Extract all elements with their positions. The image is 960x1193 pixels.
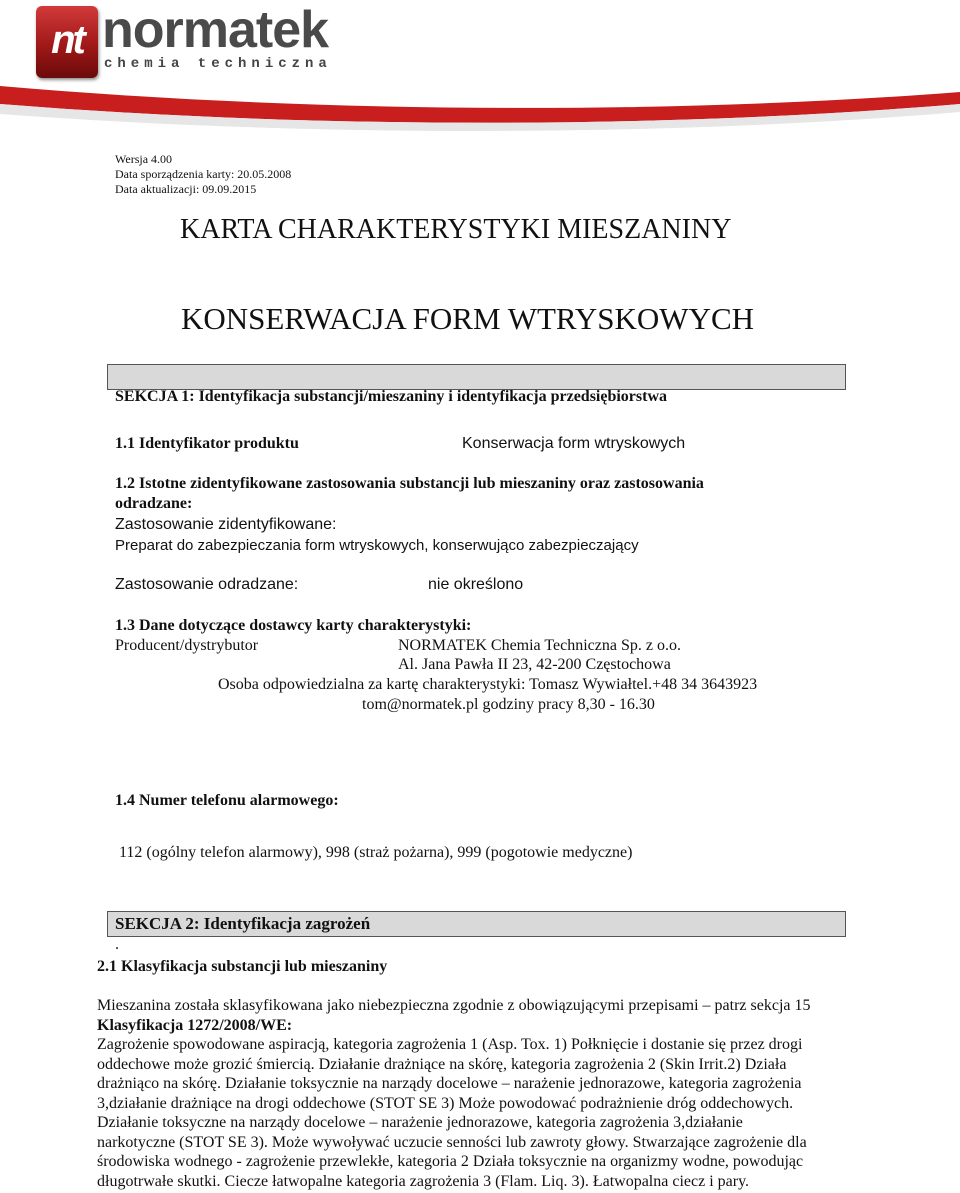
section1-bar	[107, 364, 846, 390]
section2-dot: .	[115, 936, 119, 953]
section2-heading: SEKCJA 2: Identyfikacja zagrożeń	[115, 914, 371, 933]
producer-label: Producent/dystrybutor	[115, 637, 259, 654]
producer-contact: Osoba odpowiedzialna za kartę charakterystyki: Tomasz Wywiałtel.+48 34 3643923	[218, 676, 758, 693]
discouraged-use-label: Zastosowanie odradzane:	[115, 576, 299, 593]
producer-name: NORMATEK Chemia Techniczna Sp. z o.o.	[398, 637, 681, 654]
producer-email: tom@normatek.pl godziny pracy 8,30 - 16.30	[362, 696, 655, 713]
uses-heading-line1: 1.2 Istotne zidentyfikowane zastosowania substancji lub mieszaniny oraz zastosowania	[115, 475, 704, 492]
emergency-phone-heading: 1.4 Numer telefonu alarmowego:	[115, 792, 339, 809]
classification-intro: Mieszanina została sklasyfikowana jako niebezpieczna zgodnie z obowiązującymi przepisami – patrz sekcja 15	[97, 997, 811, 1014]
identified-use-value: Preparat do zabezpieczania form wtryskowych, konserwująco zabezpieczający	[115, 537, 639, 554]
product-identifier-label: 1.1 Identyfikator produktu	[115, 435, 299, 452]
created-date: Data sporządzenia karty: 20.05.2008	[115, 167, 292, 181]
version-text: Wersja 4.00	[115, 152, 173, 166]
classification-heading: 2.1 Klasyfikacja substancji lub mieszaniny	[97, 958, 388, 975]
hazard-text-line: narkotyczne (STOT SE 3). Może wywoływać uczucie senności lub zawroty głowy. Stwarzające zagrożenie dla	[97, 1134, 807, 1151]
hazard-text-line: długotrwałe skutki. Ciecze łatwopalne kategoria zagrożenia 3 (Flam. Liq. 3). Łatwopalna ciecz i pary.	[97, 1173, 750, 1190]
hazard-text-line: drażniąco na skórę. Działanie toksycznie na narządy docelowe – narażenie jednorazowe, kategoria zagrożenia	[97, 1075, 802, 1092]
discouraged-use-value: nie określono	[428, 576, 524, 593]
logo-monogram: nt	[51, 18, 83, 62]
uses-heading-line2: odradzane:	[115, 495, 193, 512]
updated-date: Data aktualizacji: 09.09.2015	[115, 182, 257, 196]
product-identifier-value: Konserwacja form wtryskowych	[462, 435, 686, 452]
hazard-text-line: 3,działanie drażniące na drogi oddechowe (STOT SE 3) Może powodować podrażnienie dróg oddechowych.	[97, 1095, 794, 1112]
hazard-text-line: oddechowe może grozić śmiercią. Działanie drażniące na skórę, kategoria zagrożenia 2 (Skin Irrit.2) Działa	[97, 1056, 787, 1073]
producer-address: Al. Jana Pawła II 23, 42-200 Częstochowa	[398, 656, 671, 673]
hazard-text-line: Zagrożenie spowodowane aspiracją, kategoria zagrożenia 1 (Asp. Tox. 1) Połknięcie i dostanie się przez drogi	[97, 1036, 803, 1053]
logo-monogram-box	[36, 6, 98, 78]
classification-regulation-label: Klasyfikacja 1272/2008/WE:	[97, 1017, 293, 1034]
product-title: KONSERWACJA FORM WTRYSKOWYCH	[181, 301, 755, 336]
logo-tagline: chemia techniczna	[104, 56, 332, 72]
emergency-phone-numbers: 112 (ogólny telefon alarmowy), 998 (straż pożarna), 999 (pogotowie medyczne)	[119, 844, 633, 861]
document-title: KARTA CHARAKTERYSTYKI MIESZANINY	[180, 214, 732, 245]
section1-heading: SEKCJA 1: Identyfikacja substancji/mieszaniny i identyfikacja przedsiębiorstwa	[115, 388, 668, 405]
logo-wordmark: normatek	[102, 1, 329, 59]
identified-use-label: Zastosowanie zidentyfikowane:	[115, 516, 337, 533]
hazard-text-line: środowiska wodnego - zagrożenie przewlekłe, kategoria 2 Działa toksycznie na organizmy wodne, powodując	[97, 1153, 804, 1170]
page-header	[0, 0, 960, 140]
hazard-text-line: Działanie toksyczne na narządy docelowe – narażenie jednorazowe, kategoria zagrożenia 3,działanie	[97, 1114, 743, 1131]
supplier-heading: 1.3 Dane dotyczące dostawcy karty charakterystyki:	[115, 617, 472, 634]
